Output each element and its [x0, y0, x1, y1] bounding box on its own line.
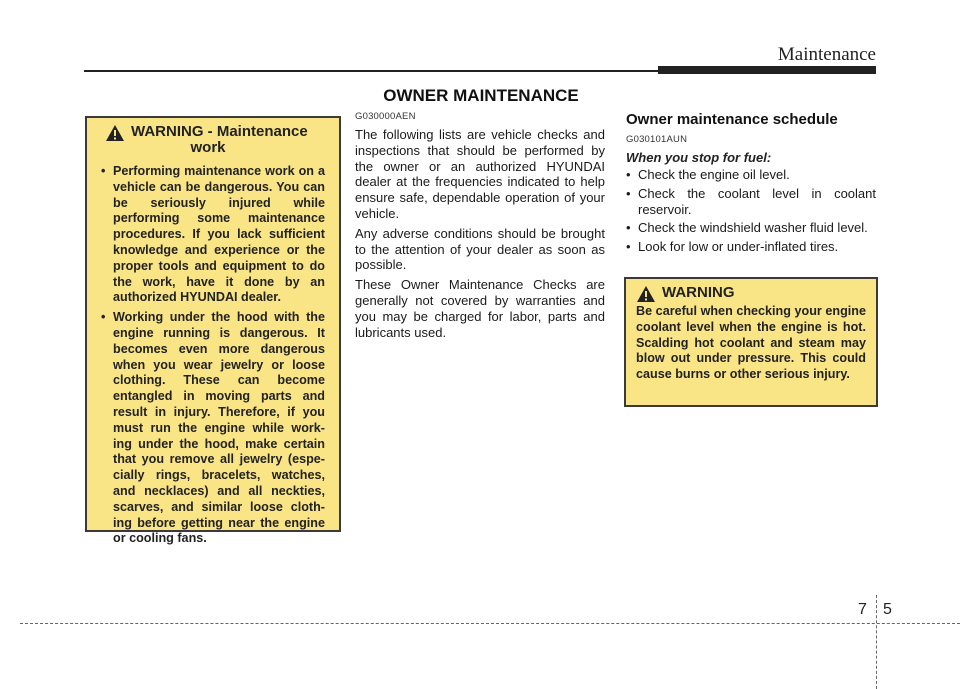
paragraph: Any adverse conditions should be brought to the attention of your dealer as soon as possible.	[355, 225, 605, 273]
warning-heading	[636, 285, 866, 301]
page-number: 5	[883, 601, 892, 618]
paragraph: These Owner Maintenance Checks are generally not covered by warranties and you may be charged for labor, parts and lubricants used.	[355, 277, 605, 340]
warning-triangle-icon	[636, 285, 656, 303]
header-rule	[84, 70, 658, 72]
coolant-warning-box	[624, 277, 878, 407]
footer-divider	[876, 595, 877, 689]
warning-label: WARNING	[662, 284, 735, 301]
warning-item: • Working under the hood with the engine running is dangerous. It becomes even more dangerous when you wear jewelry or loose clothing. These can become entangled in moving parts and result in injury. Therefore, if you must run the engine while work- ing under the hood, make certain that you remove all jewelry (espe- cially rings, bracelets, watches, and necklaces) and all neckties, scarves, and similar loose cloth- ing before getting near the engine or cooling fans.	[101, 310, 325, 547]
check-item: • Check the windshield washer fluid level.	[626, 220, 876, 236]
warning-item: • Performing maintenance work on a vehicle can be dangerous. You can be seriously injured while performing some maintenance procedures. If you lack sufficient knowledge and experience or the proper tools and equipment to do the work, have it done by an authorized HYUNDAI dealer.	[101, 164, 325, 306]
schedule-subheading: When you stop for fuel:	[626, 150, 772, 165]
header-rule-accent	[658, 66, 876, 74]
warning-label-sub: work	[190, 139, 226, 156]
section-code: G030000AEN	[355, 111, 416, 122]
schedule-column	[626, 111, 876, 258]
warning-label-suffix: - Maintenance	[207, 123, 308, 140]
footer-rule	[20, 623, 960, 624]
warning-label: WARNING	[131, 123, 204, 140]
warning-triangle-icon	[105, 124, 125, 142]
schedule-code: G030101AUN	[626, 134, 688, 145]
warning-body: Be careful when checking your engine coolant level when the engine is hot. Scalding hot coolant and steam may blow out under pressure. This could cause burns or other serious injury.	[636, 304, 866, 382]
paragraph: The following lists are vehicle checks and inspections that should be performed by the owner or an authorized HYUNDAI dealer at the frequencies indicated to help ensure safe, dependable operation of your vehicle.	[355, 127, 605, 221]
fuel-check-list	[626, 167, 876, 255]
warning-list	[101, 164, 325, 547]
section-title: OWNER MAINTENANCE	[383, 86, 579, 105]
maintenance-warning-box	[85, 116, 341, 546]
warning-heading	[101, 124, 325, 156]
chapter-number: 7	[858, 601, 867, 618]
check-item: • Look for low or under-inflated tires.	[626, 239, 876, 255]
check-item: • Check the coolant level in coolant reservoir.	[626, 186, 876, 218]
owner-maintenance-column	[355, 111, 605, 344]
check-item: • Check the engine oil level.	[626, 167, 876, 183]
schedule-heading: Owner maintenance schedule	[626, 111, 838, 128]
header-title: Maintenance	[777, 44, 876, 65]
